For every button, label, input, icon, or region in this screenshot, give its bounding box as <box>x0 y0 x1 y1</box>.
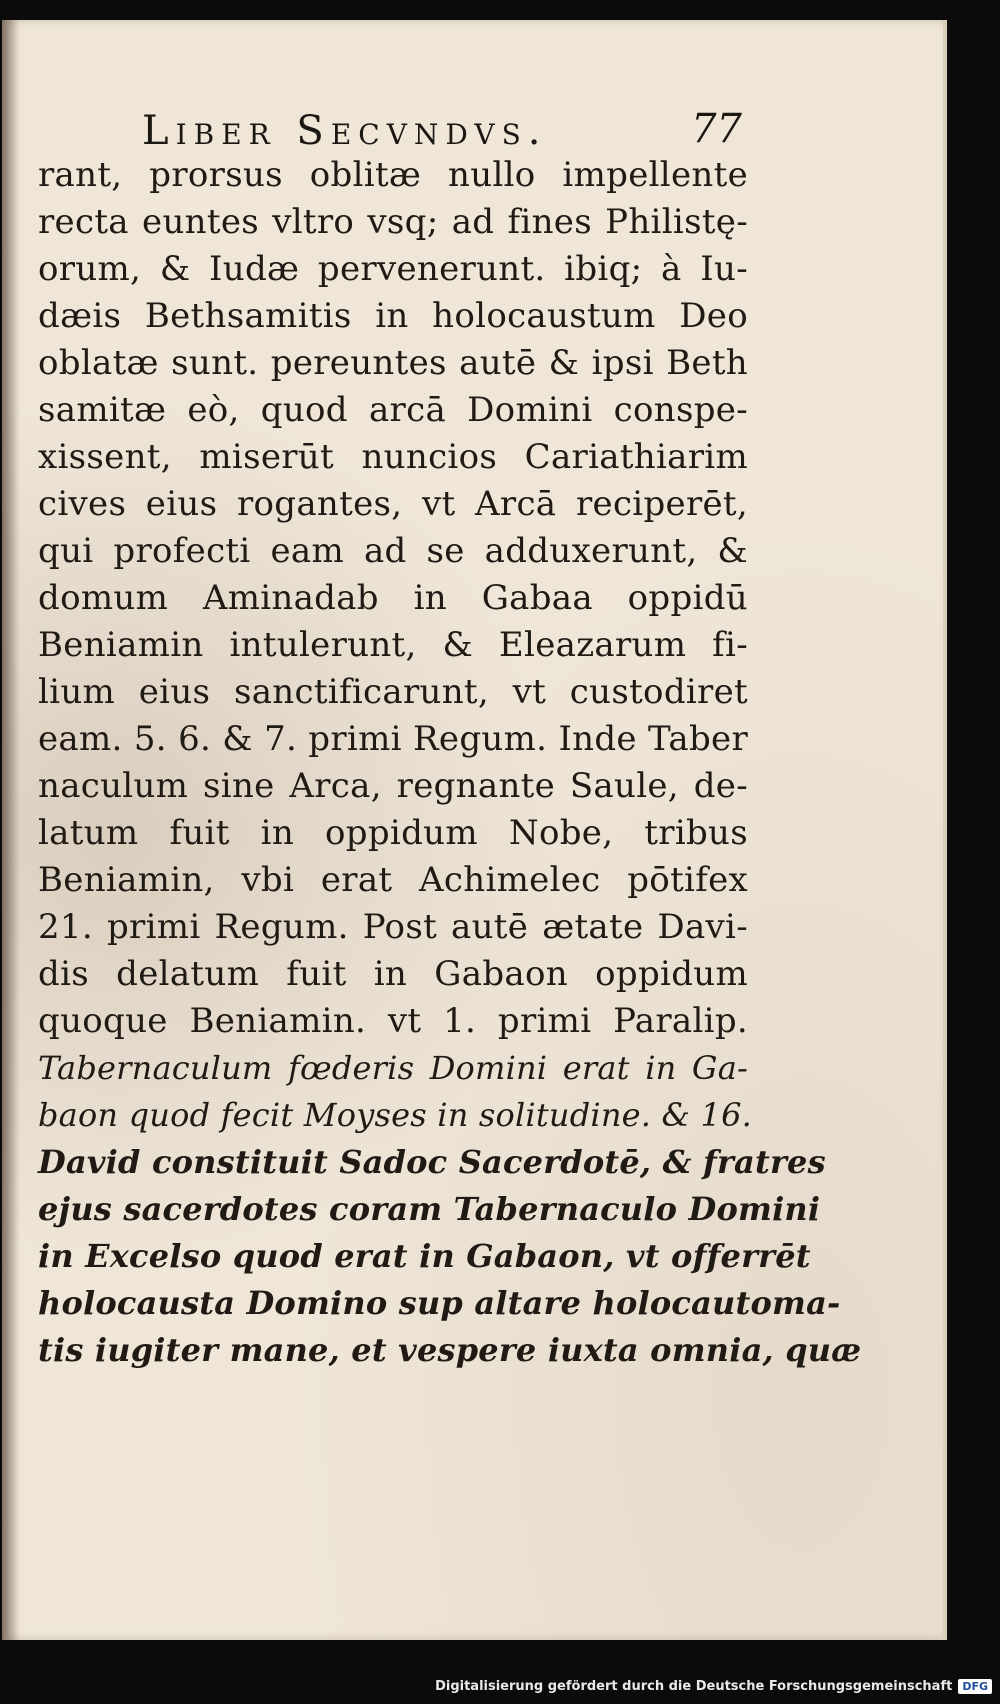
text-line: recta euntes vltro vsq; ad fines Philistę- <box>38 202 748 242</box>
text-line: rant, prorsus oblitæ nullo impellente <box>38 155 748 195</box>
text-line: eam. 5. 6. & 7. primi Regum. Inde Taber <box>38 719 748 759</box>
text-line: Beniamin intulerunt, & Eleazarum fi- <box>38 625 748 665</box>
text-line: dis delatum fuit in Gabaon oppidum <box>38 954 748 994</box>
page-number: 77 <box>691 106 742 152</box>
quotation-line: baon quod fecit Moyses in solitudine. & 16. <box>38 1096 753 1134</box>
digitization-credit: Digitalisierung gefördert durch die Deutsche Forschungsgemeinschaft <box>435 1679 953 1694</box>
text-line: naculum sine Arca, regnante Saule, de- <box>38 766 748 806</box>
text-line: quoque Beniamin. vt 1. primi Paralip. <box>38 1001 748 1041</box>
body-text <box>38 152 862 1374</box>
quotation-line: David constituit Sadoc Sacerdotē, & fratres <box>38 1143 826 1181</box>
quotation-line: tis iugiter mane, et vespere iuxta omnia, quæ <box>38 1331 862 1369</box>
dfg-logo: DFG <box>958 1679 992 1694</box>
text-line: qui profecti eam ad se adduxerunt, & <box>38 531 748 571</box>
book-page <box>2 20 947 1640</box>
gutter-shadow <box>2 20 20 1640</box>
text-line: dæis Bethsamitis in holocaustum Deo <box>38 296 748 336</box>
text-line: Beniamin, vbi erat Achimelec pōtifex <box>38 860 748 900</box>
digitization-footer <box>435 1679 992 1694</box>
text-line: domum Aminadab in Gabaa oppidū <box>38 578 748 618</box>
text-line: orum, & Iudæ pervenerunt. ibiq; à Iu- <box>38 249 748 289</box>
text-line: oblatæ sunt. pereuntes autē & ipsi Beth <box>38 343 748 383</box>
text-line: lium eius sanctificarunt, vt custodiret <box>38 672 748 712</box>
quotation-line: in Excelso quod erat in Gabaon, vt offerrēt <box>38 1237 811 1275</box>
running-title: Liber Secvndvs. <box>142 108 548 154</box>
quotation-line: holocausta Domino sup altare holocautoma- <box>38 1284 841 1322</box>
page-header <box>142 108 742 156</box>
quotation-line: ejus sacerdotes coram Tabernaculo Domini <box>38 1190 821 1228</box>
text-line: xissent, miserūt nuncios Cariathiarim <box>38 437 748 477</box>
text-line: cives eius rogantes, vt Arcā reciperēt, <box>38 484 748 524</box>
quotation-line: Tabernaculum fœderis Domini erat in Ga- <box>38 1049 748 1087</box>
text-line: 21. primi Regum. Post autē ætate Davi- <box>38 907 748 947</box>
text-line: latum fuit in oppidum Nobe, tribus <box>38 813 748 853</box>
text-line: samitæ eò, quod arcā Domini conspe- <box>38 390 748 430</box>
